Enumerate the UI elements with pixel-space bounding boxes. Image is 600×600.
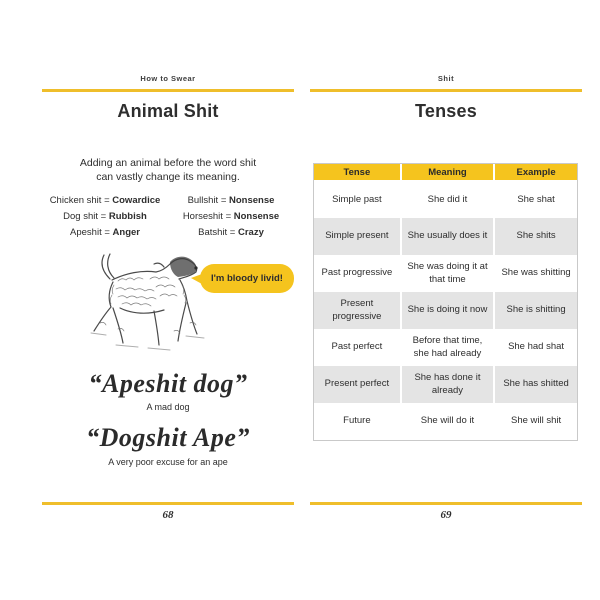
left-page-title: Animal Shit <box>117 101 219 121</box>
definition-value: Nonsense <box>233 211 280 222</box>
tenses-table <box>314 164 577 440</box>
quote-dogshit-ape: “Dogshit Ape” <box>86 423 250 452</box>
example-cell: She is shitting <box>494 292 577 329</box>
quote-apeshit-dog-caption: A mad dog <box>146 402 190 412</box>
table-row <box>314 181 577 218</box>
example-cell: She was shitting <box>494 255 577 292</box>
page-number-right: 69 <box>440 509 452 521</box>
meaning-cell: She was doing it at that time <box>401 255 494 292</box>
definition-item <box>42 209 168 225</box>
definitions <box>42 193 294 241</box>
right-page-title: Tenses <box>415 101 477 121</box>
right-page <box>310 0 582 600</box>
bottom-rule-left <box>42 502 294 505</box>
definition-term: Batshit = <box>198 227 236 238</box>
definition-value: Rubbish <box>108 211 147 222</box>
dog-illustration <box>90 251 210 361</box>
speech-bubble: I'm bloody livid! <box>200 264 294 293</box>
definition-term: Apeshit = <box>70 227 110 238</box>
page-number-left: 68 <box>162 509 174 521</box>
header-cell-example: Example <box>494 164 577 181</box>
tense-cell: Future <box>314 403 401 440</box>
table-row <box>314 292 577 329</box>
bottom-rule-right <box>310 502 582 505</box>
meaning-cell: She will do it <box>401 403 494 440</box>
tense-cell: Simple present <box>314 218 401 255</box>
quote-dogshit-ape-caption: A very poor excuse for an ape <box>108 457 228 467</box>
definition-term: Bullshit = <box>187 195 227 206</box>
example-cell: She shat <box>494 181 577 218</box>
meaning-cell: She usually does it <box>401 218 494 255</box>
meaning-cell: She did it <box>401 181 494 218</box>
intro-text <box>42 156 294 184</box>
meaning-cell: She is doing it now <box>401 292 494 329</box>
table-row <box>314 403 577 440</box>
left-page <box>42 0 294 600</box>
definition-item <box>168 209 294 225</box>
definition-item <box>42 193 168 209</box>
definition-value: Anger <box>112 227 140 238</box>
tense-cell: Present perfect <box>314 366 401 403</box>
table-row <box>314 255 577 292</box>
tenses-table-wrapper <box>313 163 578 441</box>
intro-line-1: Adding an animal before the word shit <box>79 157 257 169</box>
top-rule-right <box>310 89 582 92</box>
definition-value: Cowardice <box>112 195 161 206</box>
example-cell: She had shat <box>494 329 577 366</box>
table-row <box>314 218 577 255</box>
definition-value: Nonsense <box>229 195 275 206</box>
top-rule-left <box>42 89 294 92</box>
running-header-right: Shit <box>437 74 455 83</box>
definition-value: Crazy <box>238 227 264 238</box>
example-cell: She will shit <box>494 403 577 440</box>
definition-item <box>168 225 294 241</box>
header-cell-tense: Tense <box>314 164 401 181</box>
table-row <box>314 366 577 403</box>
definition-item <box>42 225 168 241</box>
tense-cell: Present progressive <box>314 292 401 329</box>
intro-line-2: can vastly change its meaning. <box>96 171 240 183</box>
example-cell: She has shitted <box>494 366 577 403</box>
table-header-row <box>314 164 577 181</box>
example-cell: She shits <box>494 218 577 255</box>
tense-cell: Past progressive <box>314 255 401 292</box>
running-header-left: How to Swear <box>140 74 196 83</box>
meaning-cell: Before that time, she had already <box>401 329 494 366</box>
quote-apeshit-dog: “Apeshit dog” <box>88 369 248 398</box>
tense-cell: Simple past <box>314 181 401 218</box>
definitions-column-left <box>42 193 168 241</box>
definition-term: Chicken shit = <box>49 195 110 206</box>
tense-cell: Past perfect <box>314 329 401 366</box>
definition-item <box>168 193 294 209</box>
meaning-cell: She has done it already <box>401 366 494 403</box>
header-cell-meaning: Meaning <box>401 164 494 181</box>
definition-term: Horseshit = <box>182 211 232 222</box>
table-row <box>314 329 577 366</box>
definition-term: Dog shit = <box>63 211 107 222</box>
definitions-column-right <box>168 193 294 241</box>
